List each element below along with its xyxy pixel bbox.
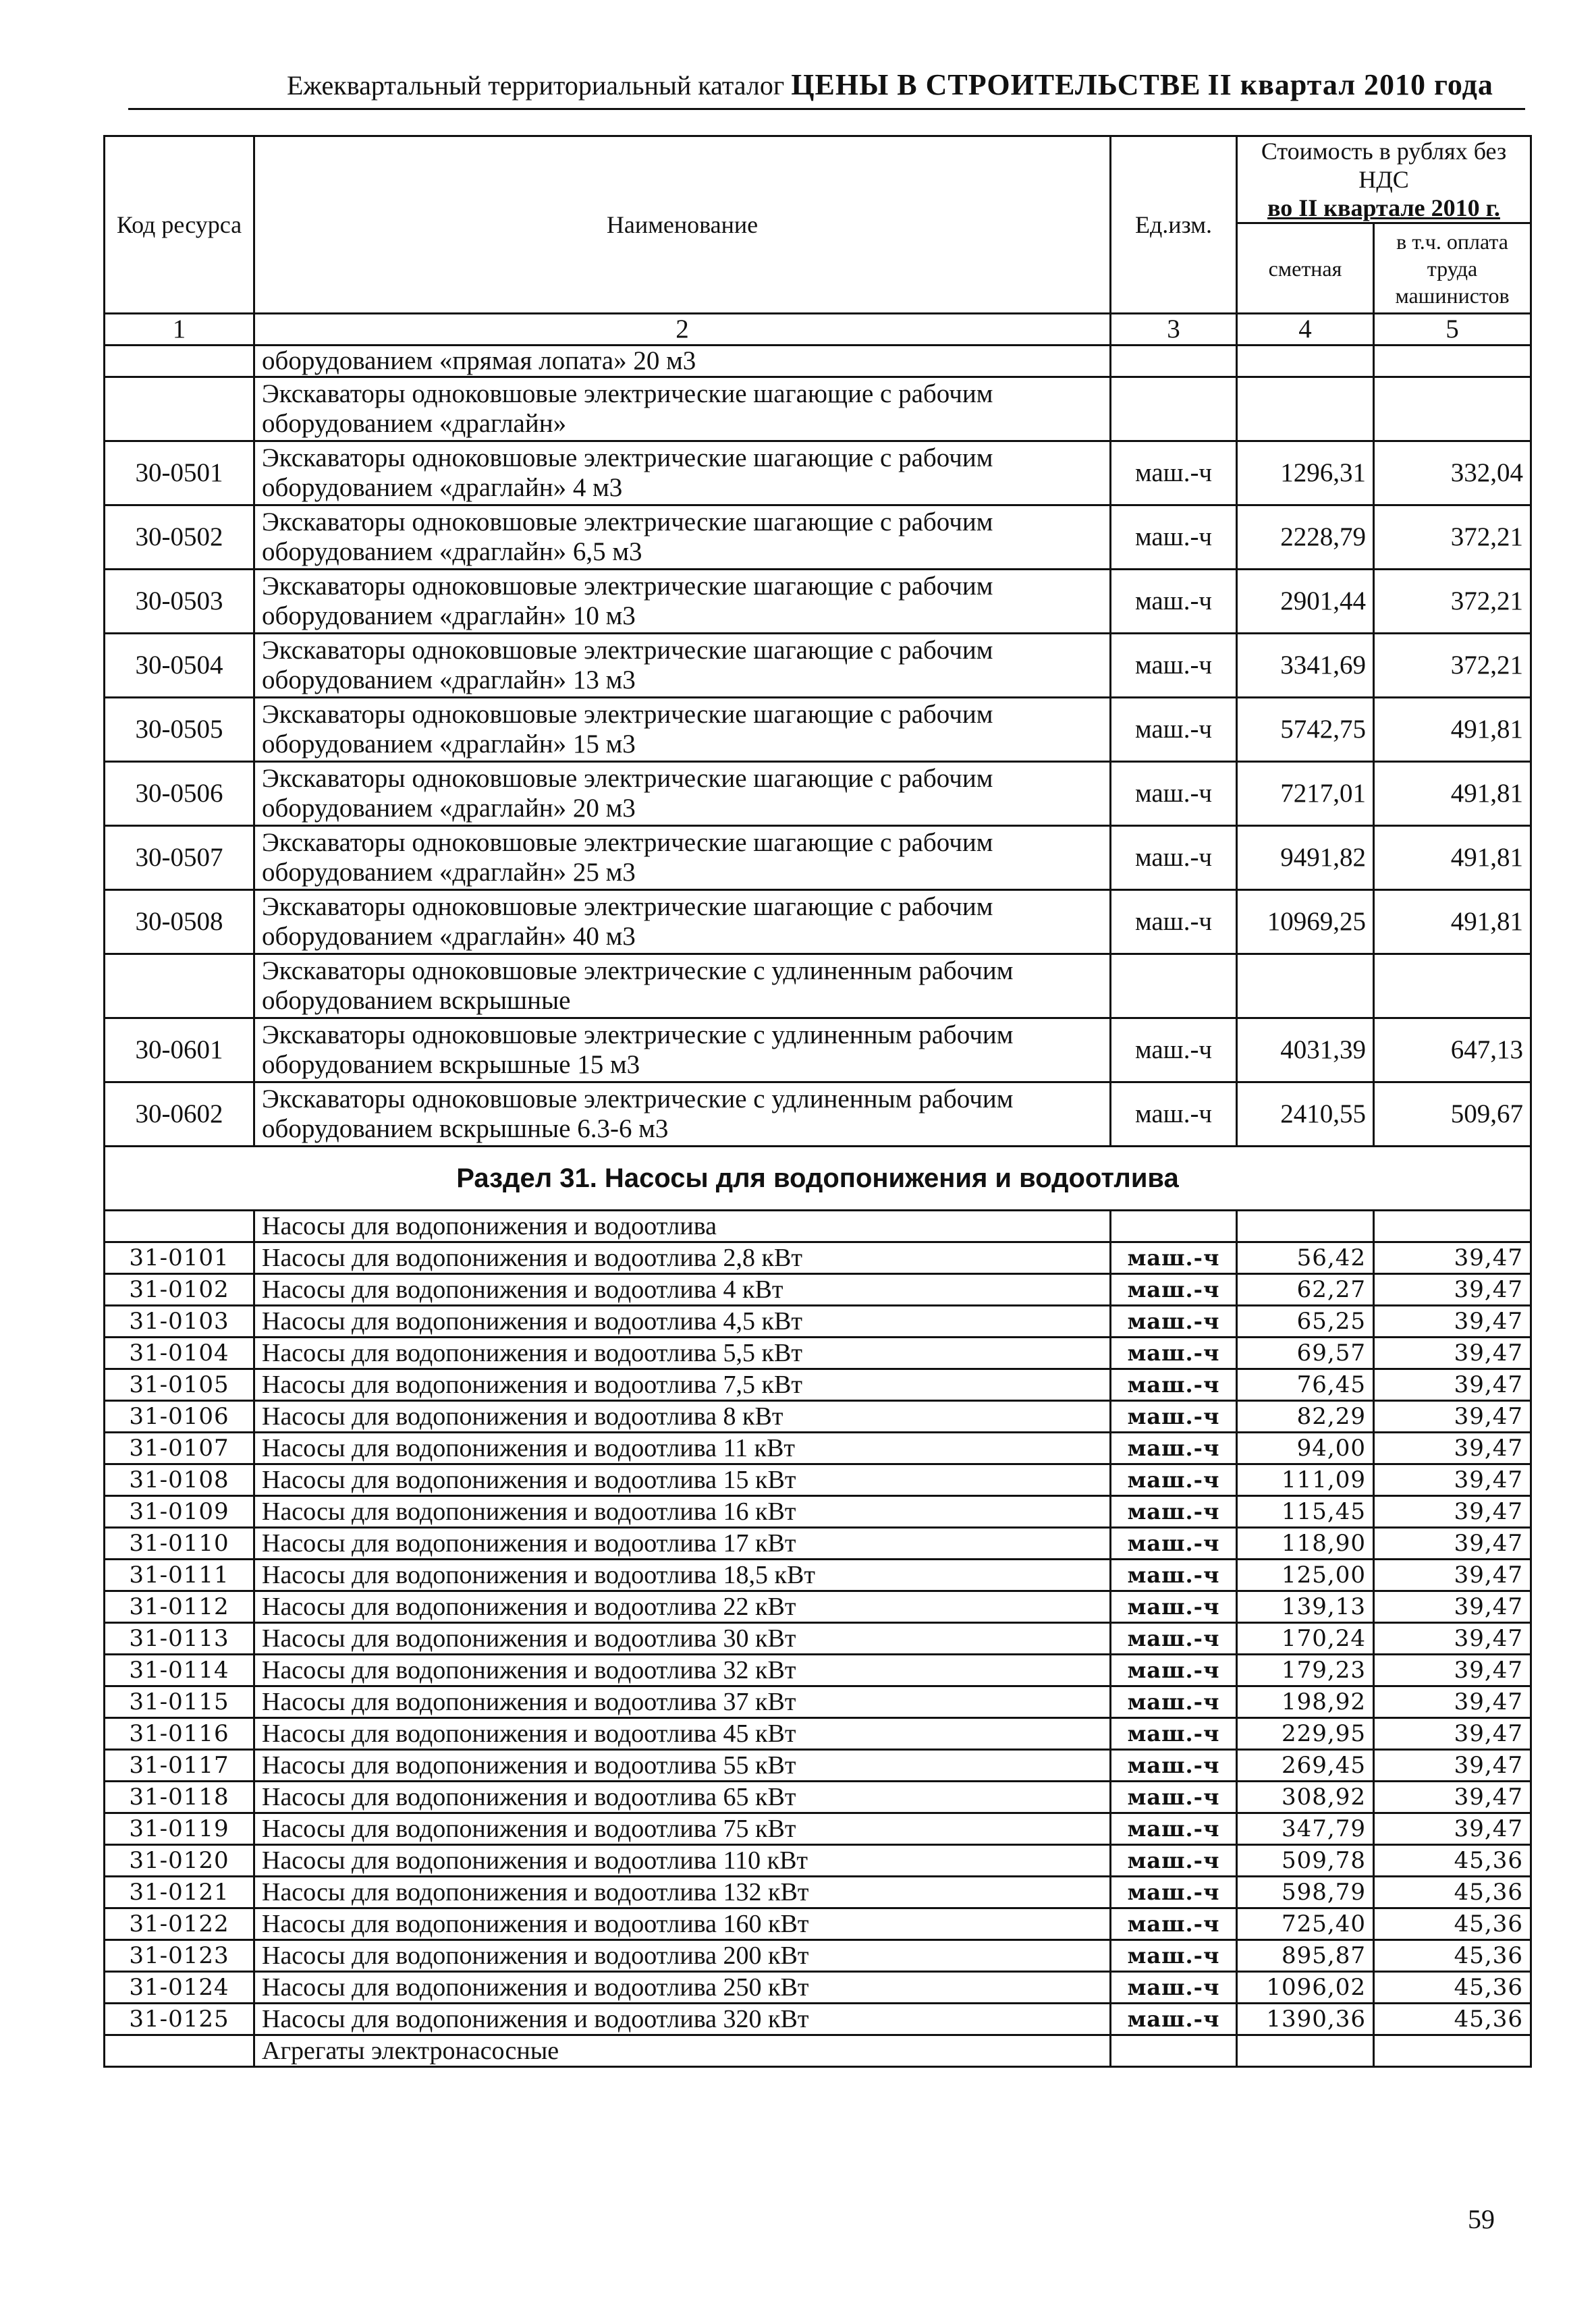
resource-code: 31-0121 (105, 1877, 254, 1908)
unit: маш.-ч (1111, 505, 1237, 570)
labor-cost: 45,36 (1374, 1972, 1531, 2004)
estimate-cost: 65,25 (1237, 1306, 1374, 1338)
table-row (105, 1750, 1531, 1782)
labor-cost (1374, 346, 1531, 377)
resource-code: 31-0112 (105, 1591, 254, 1623)
running-header (287, 67, 1502, 102)
item-name: Насосы для водопонижения и водоотлива 18,5 кВт (254, 1560, 1111, 1591)
labor-cost: 39,47 (1374, 1623, 1531, 1655)
col-number: 3 (1111, 314, 1237, 346)
table-row (105, 1623, 1531, 1655)
labor-cost: 372,21 (1374, 634, 1531, 698)
item-name: Экскаваторы одноковшовые электрические шагающие с рабочим оборудованием «драглайн» 4 м3 (254, 441, 1111, 505)
table-row (105, 1082, 1531, 1147)
item-name: Насосы для водопонижения и водоотлива 132 кВт (254, 1877, 1111, 1908)
col-header-name: Наименование (254, 136, 1111, 314)
resource-code (105, 377, 254, 441)
unit: маш.-ч (1111, 1338, 1237, 1369)
table-row (105, 1877, 1531, 1908)
table-row (105, 762, 1531, 826)
table-row (105, 1940, 1531, 1972)
page-number: 59 (1468, 2204, 1495, 2234)
estimate-cost: 111,09 (1237, 1464, 1374, 1496)
item-name: Насосы для водопонижения и водоотлива 4 кВт (254, 1274, 1111, 1306)
estimate-cost: 10969,25 (1237, 890, 1374, 954)
labor-cost: 39,47 (1374, 1306, 1531, 1338)
estimate-cost: 2228,79 (1237, 505, 1374, 570)
labor-cost: 45,36 (1374, 1940, 1531, 1972)
labor-cost: 39,47 (1374, 1464, 1531, 1496)
labor-cost (1374, 1211, 1531, 1242)
estimate-cost: 1096,02 (1237, 1972, 1374, 2004)
labor-cost: 372,21 (1374, 570, 1531, 634)
item-name: Экскаваторы одноковшовые электрические с удлиненным рабочим оборудованием вскрышные 15 м3 (254, 1018, 1111, 1082)
item-name: Экскаваторы одноковшовые электрические шагающие с рабочим оборудованием «драглайн» 13 м3 (254, 634, 1111, 698)
table-row (105, 570, 1531, 634)
unit: маш.-ч (1111, 1242, 1237, 1274)
resource-code: 30-0505 (105, 698, 254, 762)
labor-cost: 39,47 (1374, 1813, 1531, 1845)
labor-cost: 372,21 (1374, 505, 1531, 570)
unit: маш.-ч (1111, 1018, 1237, 1082)
labor-cost: 45,36 (1374, 1877, 1531, 1908)
item-name: Насосы для водопонижения и водоотлива 8 кВт (254, 1401, 1111, 1433)
unit: маш.-ч (1111, 1369, 1237, 1401)
item-name: Насосы для водопонижения и водоотлива 200 кВт (254, 1940, 1111, 1972)
item-name: Насосы для водопонижения и водоотлива 110 кВт (254, 1845, 1111, 1877)
resource-code: 31-0125 (105, 2004, 254, 2035)
unit (1111, 346, 1237, 377)
header-rule (128, 108, 1525, 110)
item-name: Насосы для водопонижения и водоотлива 65 кВт (254, 1782, 1111, 1813)
estimate-cost: 2901,44 (1237, 570, 1374, 634)
estimate-cost: 94,00 (1237, 1433, 1374, 1464)
item-name: Экскаваторы одноковшовые электрические с удлиненным рабочим оборудованием вскрышные (254, 954, 1111, 1018)
resource-code: 31-0108 (105, 1464, 254, 1496)
resource-code (105, 2035, 254, 2067)
unit: маш.-ч (1111, 1813, 1237, 1845)
table-row (105, 505, 1531, 570)
item-name: Экскаваторы одноковшовые электрические шагающие с рабочим оборудованием «драглайн» 20 м3 (254, 762, 1111, 826)
estimate-cost: 308,92 (1237, 1782, 1374, 1813)
col-number: 1 (105, 314, 254, 346)
unit: маш.-ч (1111, 441, 1237, 505)
estimate-cost: 725,40 (1237, 1908, 1374, 1940)
estimate-cost (1237, 954, 1374, 1018)
labor-cost: 332,04 (1374, 441, 1531, 505)
table-row (105, 1464, 1531, 1496)
table-row (105, 1242, 1531, 1274)
unit: маш.-ч (1111, 1782, 1237, 1813)
col-header-code: Код ресурса (105, 136, 254, 314)
item-name: Насосы для водопонижения и водоотлива 37 кВт (254, 1686, 1111, 1718)
table-row (105, 346, 1531, 377)
unit: маш.-ч (1111, 826, 1237, 890)
resource-code: 30-0502 (105, 505, 254, 570)
unit: маш.-ч (1111, 1401, 1237, 1433)
estimate-cost: 115,45 (1237, 1496, 1374, 1528)
unit: маш.-ч (1111, 1623, 1237, 1655)
estimate-cost (1237, 377, 1374, 441)
labor-cost: 491,81 (1374, 890, 1531, 954)
table-row (105, 1274, 1531, 1306)
estimate-cost: 69,57 (1237, 1338, 1374, 1369)
resource-code: 31-0102 (105, 1274, 254, 1306)
labor-cost: 647,13 (1374, 1018, 1531, 1082)
unit: маш.-ч (1111, 1908, 1237, 1940)
table-row (105, 1560, 1531, 1591)
labor-cost: 39,47 (1374, 1401, 1531, 1433)
item-name: оборудованием «прямая лопата» 20 м3 (254, 346, 1111, 377)
item-name: Экскаваторы одноковшовые электрические шагающие с рабочим оборудованием «драглайн» 25 м3 (254, 826, 1111, 890)
unit: маш.-ч (1111, 1591, 1237, 1623)
table-row (105, 1591, 1531, 1623)
table-row (105, 1433, 1531, 1464)
estimate-cost: 598,79 (1237, 1877, 1374, 1908)
unit: маш.-ч (1111, 1877, 1237, 1908)
table-row (105, 1718, 1531, 1750)
item-name: Экскаваторы одноковшовые электрические шагающие с рабочим оборудованием «драглайн» 10 м3 (254, 570, 1111, 634)
col-header-unit: Ед.изм. (1111, 136, 1237, 314)
item-name: Насосы для водопонижения и водоотлива 4,5 кВт (254, 1306, 1111, 1338)
table-row (105, 1528, 1531, 1560)
estimate-cost: 229,95 (1237, 1718, 1374, 1750)
table-row (105, 2004, 1531, 2035)
item-name: Насосы для водопонижения и водоотлива 11 кВт (254, 1433, 1111, 1464)
table-row (105, 698, 1531, 762)
resource-code: 31-0109 (105, 1496, 254, 1528)
unit: маш.-ч (1111, 762, 1237, 826)
item-name: Экскаваторы одноковшовые электрические шагающие с рабочим оборудованием «драглайн» 40 м3 (254, 890, 1111, 954)
estimate-cost: 895,87 (1237, 1940, 1374, 1972)
col-header-labor: в т.ч. оплата труда машинистов (1374, 223, 1531, 314)
resource-code: 30-0503 (105, 570, 254, 634)
cost-period-label: во II квартале 2010 г. (1267, 194, 1500, 221)
labor-cost: 45,36 (1374, 1908, 1531, 1940)
estimate-cost: 170,24 (1237, 1623, 1374, 1655)
table-row (105, 634, 1531, 698)
labor-cost: 39,47 (1374, 1718, 1531, 1750)
item-name: Насосы для водопонижения и водоотлива 320 кВт (254, 2004, 1111, 2035)
unit: маш.-ч (1111, 698, 1237, 762)
estimate-cost (1237, 346, 1374, 377)
item-name: Насосы для водопонижения и водоотлива 22 кВт (254, 1591, 1111, 1623)
estimate-cost: 62,27 (1237, 1274, 1374, 1306)
unit: маш.-ч (1111, 2004, 1237, 2035)
estimate-cost: 7217,01 (1237, 762, 1374, 826)
section-title: Раздел 31. Насосы для водопонижения и водоотлива (105, 1147, 1531, 1211)
resource-code (105, 346, 254, 377)
unit (1111, 2035, 1237, 2067)
labor-cost: 39,47 (1374, 1433, 1531, 1464)
price-table (103, 135, 1532, 2068)
estimate-cost: 3341,69 (1237, 634, 1374, 698)
resource-code: 30-0506 (105, 762, 254, 826)
resource-code (105, 1211, 254, 1242)
resource-code: 30-0601 (105, 1018, 254, 1082)
column-numbers-row (105, 314, 1531, 346)
estimate-cost: 269,45 (1237, 1750, 1374, 1782)
resource-code: 31-0113 (105, 1623, 254, 1655)
resource-code: 30-0507 (105, 826, 254, 890)
item-name: Экскаваторы одноковшовые электрические с удлиненным рабочим оборудованием вскрышные 6.3-6 м3 (254, 1082, 1111, 1147)
unit: маш.-ч (1111, 1845, 1237, 1877)
table-row (105, 1496, 1531, 1528)
estimate-cost (1237, 1211, 1374, 1242)
labor-cost: 491,81 (1374, 698, 1531, 762)
header-prefix: Ежеквартальный территориальный каталог (287, 70, 785, 101)
table-row (105, 1686, 1531, 1718)
resource-code: 30-0501 (105, 441, 254, 505)
unit: маш.-ч (1111, 1306, 1237, 1338)
estimate-cost: 9491,82 (1237, 826, 1374, 890)
section-row (105, 1147, 1531, 1211)
labor-cost: 39,47 (1374, 1242, 1531, 1274)
unit: маш.-ч (1111, 634, 1237, 698)
labor-cost: 45,36 (1374, 2004, 1531, 2035)
estimate-cost: 1296,31 (1237, 441, 1374, 505)
estimate-cost: 4031,39 (1237, 1018, 1374, 1082)
item-name: Насосы для водопонижения и водоотлива 45 кВт (254, 1718, 1111, 1750)
resource-code: 31-0103 (105, 1306, 254, 1338)
col-number: 4 (1237, 314, 1374, 346)
header-title: ЦЕНЫ В СТРОИТЕЛЬСТВЕ (791, 68, 1201, 101)
table-row (105, 890, 1531, 954)
resource-code: 30-0602 (105, 1082, 254, 1147)
labor-cost: 39,47 (1374, 1782, 1531, 1813)
resource-code: 31-0104 (105, 1338, 254, 1369)
table-row (105, 1845, 1531, 1877)
labor-cost: 491,81 (1374, 826, 1531, 890)
col-number: 2 (254, 314, 1111, 346)
resource-code: 31-0119 (105, 1813, 254, 1845)
unit: маш.-ч (1111, 1686, 1237, 1718)
table-row (105, 1306, 1531, 1338)
item-name: Насосы для водопонижения и водоотлива 250 кВт (254, 1972, 1111, 2004)
resource-code: 31-0117 (105, 1750, 254, 1782)
unit (1111, 954, 1237, 1018)
table-row (105, 1211, 1531, 1242)
resource-code: 31-0120 (105, 1845, 254, 1877)
resource-code: 31-0122 (105, 1908, 254, 1940)
item-name: Экскаваторы одноковшовые электрические шагающие с рабочим оборудованием «драглайн» 15 м3 (254, 698, 1111, 762)
table-row (105, 954, 1531, 1018)
estimate-cost: 198,92 (1237, 1686, 1374, 1718)
item-name: Агрегаты электронасосные (254, 2035, 1111, 2067)
header-period: II квартал 2010 года (1207, 68, 1493, 101)
item-name: Насосы для водопонижения и водоотлива 15 кВт (254, 1464, 1111, 1496)
table-row (105, 377, 1531, 441)
resource-code: 31-0124 (105, 1972, 254, 2004)
unit: маш.-ч (1111, 1655, 1237, 1686)
labor-cost: 45,36 (1374, 1845, 1531, 1877)
resource-code: 31-0107 (105, 1433, 254, 1464)
item-name: Насосы для водопонижения и водоотлива (254, 1211, 1111, 1242)
labor-cost: 509,67 (1374, 1082, 1531, 1147)
resource-code: 31-0105 (105, 1369, 254, 1401)
table-row (105, 1338, 1531, 1369)
unit: маш.-ч (1111, 1750, 1237, 1782)
unit: маш.-ч (1111, 1940, 1237, 1972)
item-name: Экскаваторы одноковшовые электрические шагающие с рабочим оборудованием «драглайн» 6,5 м3 (254, 505, 1111, 570)
table-row (105, 1813, 1531, 1845)
table-row (105, 1782, 1531, 1813)
labor-cost: 39,47 (1374, 1496, 1531, 1528)
estimate-cost: 56,42 (1237, 1242, 1374, 1274)
estimate-cost: 5742,75 (1237, 698, 1374, 762)
item-name: Насосы для водопонижения и водоотлива 5,5 кВт (254, 1338, 1111, 1369)
labor-cost: 39,47 (1374, 1686, 1531, 1718)
table-row (105, 1401, 1531, 1433)
labor-cost: 39,47 (1374, 1750, 1531, 1782)
table-row (105, 441, 1531, 505)
unit: маш.-ч (1111, 570, 1237, 634)
resource-code: 31-0116 (105, 1718, 254, 1750)
table-row (105, 1018, 1531, 1082)
estimate-cost: 1390,36 (1237, 2004, 1374, 2035)
item-name: Насосы для водопонижения и водоотлива 2,8 кВт (254, 1242, 1111, 1274)
item-name: Насосы для водопонижения и водоотлива 7,5 кВт (254, 1369, 1111, 1401)
resource-code: 31-0115 (105, 1686, 254, 1718)
table-row (105, 1655, 1531, 1686)
col-header-estimate: сметная (1237, 223, 1374, 314)
unit: маш.-ч (1111, 1528, 1237, 1560)
table-row (105, 1369, 1531, 1401)
labor-cost: 39,47 (1374, 1655, 1531, 1686)
labor-cost: 39,47 (1374, 1369, 1531, 1401)
estimate-cost: 118,90 (1237, 1528, 1374, 1560)
unit: маш.-ч (1111, 1464, 1237, 1496)
item-name: Насосы для водопонижения и водоотлива 30 кВт (254, 1623, 1111, 1655)
estimate-cost (1237, 2035, 1374, 2067)
table-row (105, 826, 1531, 890)
resource-code: 31-0110 (105, 1528, 254, 1560)
item-name: Насосы для водопонижения и водоотлива 160 кВт (254, 1908, 1111, 1940)
col-number: 5 (1374, 314, 1531, 346)
estimate-cost: 2410,55 (1237, 1082, 1374, 1147)
estimate-cost: 139,13 (1237, 1591, 1374, 1623)
estimate-cost: 76,45 (1237, 1369, 1374, 1401)
table-row (105, 1972, 1531, 2004)
item-name: Насосы для водопонижения и водоотлива 75 кВт (254, 1813, 1111, 1845)
table-row (105, 2035, 1531, 2067)
estimate-cost: 179,23 (1237, 1655, 1374, 1686)
labor-cost (1374, 954, 1531, 1018)
item-name: Насосы для водопонижения и водоотлива 55 кВт (254, 1750, 1111, 1782)
resource-code: 31-0118 (105, 1782, 254, 1813)
resource-code: 31-0111 (105, 1560, 254, 1591)
table-row (105, 1908, 1531, 1940)
unit: маш.-ч (1111, 1496, 1237, 1528)
estimate-cost: 125,00 (1237, 1560, 1374, 1591)
labor-cost: 39,47 (1374, 1591, 1531, 1623)
resource-code: 31-0114 (105, 1655, 254, 1686)
resource-code: 30-0504 (105, 634, 254, 698)
item-name: Насосы для водопонижения и водоотлива 32 кВт (254, 1655, 1111, 1686)
unit: маш.-ч (1111, 1972, 1237, 2004)
labor-cost: 491,81 (1374, 762, 1531, 826)
item-name: Экскаваторы одноковшовые электрические шагающие с рабочим оборудованием «драглайн» (254, 377, 1111, 441)
labor-cost: 39,47 (1374, 1338, 1531, 1369)
labor-cost: 39,47 (1374, 1528, 1531, 1560)
labor-cost (1374, 377, 1531, 441)
col-header-cost-group (1237, 136, 1531, 223)
unit: маш.-ч (1111, 1560, 1237, 1591)
unit: маш.-ч (1111, 890, 1237, 954)
unit (1111, 377, 1237, 441)
unit: маш.-ч (1111, 1274, 1237, 1306)
estimate-cost: 347,79 (1237, 1813, 1374, 1845)
resource-code (105, 954, 254, 1018)
labor-cost (1374, 2035, 1531, 2067)
resource-code: 31-0123 (105, 1940, 254, 1972)
item-name: Насосы для водопонижения и водоотлива 17 кВт (254, 1528, 1111, 1560)
unit: маш.-ч (1111, 1718, 1237, 1750)
unit: маш.-ч (1111, 1082, 1237, 1147)
item-name: Насосы для водопонижения и водоотлива 16 кВт (254, 1496, 1111, 1528)
unit: маш.-ч (1111, 1433, 1237, 1464)
resource-code: 31-0101 (105, 1242, 254, 1274)
estimate-cost: 509,78 (1237, 1845, 1374, 1877)
resource-code: 30-0508 (105, 890, 254, 954)
estimate-cost: 82,29 (1237, 1401, 1374, 1433)
cost-group-label: Стоимость в рублях без НДС (1261, 138, 1507, 193)
labor-cost: 39,47 (1374, 1560, 1531, 1591)
resource-code: 31-0106 (105, 1401, 254, 1433)
labor-cost: 39,47 (1374, 1274, 1531, 1306)
unit (1111, 1211, 1237, 1242)
